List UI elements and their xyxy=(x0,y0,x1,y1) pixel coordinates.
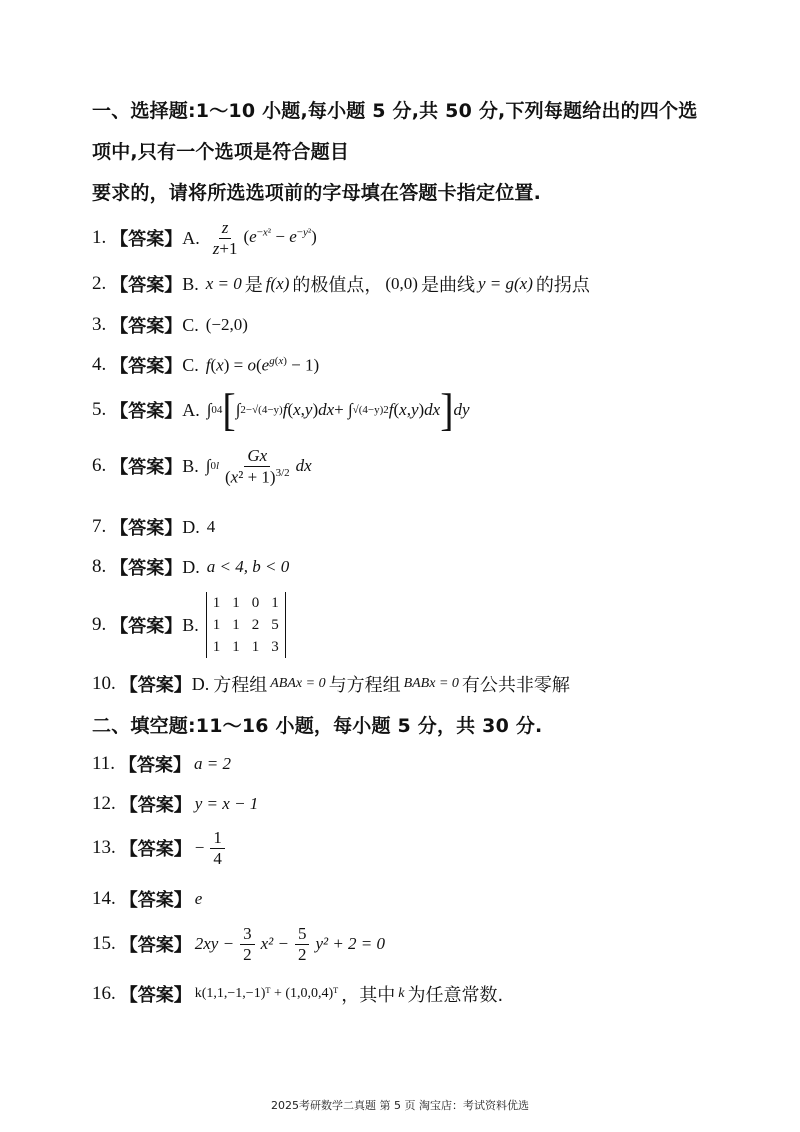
formula-4: $f(x) = o(e^{g(x)} - 1)$ xyxy=(205,354,320,375)
fraction-15b: $\frac{5}{2}$ xyxy=(295,924,310,964)
answer-row-8: 8. 【答案】 D. a < 4, b < 0 xyxy=(92,556,290,579)
formula-5: ∫ 0 4 [ ∫ 2 −√(4−y) f ( x , y ) dx + ∫ √(4−y) 2 f ( x , y ) dx ] dy xyxy=(206,383,470,436)
fraction-13: $\frac{1}{4}$ xyxy=(210,828,225,868)
answer-row-4: 4. 【答案】 C. $f(x) = o(e^{g(x)} - 1)$ xyxy=(92,354,320,377)
answer-row-12: 12. 【答案】 y = x − 1 xyxy=(92,793,259,816)
answer-row-13: 13. 【答案】 − $\frac{1}{4}$ xyxy=(92,828,228,868)
answer-row-5: 5. 【答案】 A. ∫ 0 4 [ ∫ 2 −√(4−y) f ( x , y ) dx + ∫ √(4−y) 2 f ( x , y ) dx ] dy xyxy=(92,383,470,436)
answer-row-14: 14. 【答案】 e xyxy=(92,888,203,911)
answer-row-15: 15. 【答案】 2xy − $\frac{3}{2}$ x² − $\frac{5}{2}$ y² + 2 = 0 xyxy=(92,924,386,964)
answer-row-16: 16. 【答案】 k(1,1,−1,−1)ᵀ + (1,0,0,4)ᵀ ，其中 k 为任意常数. xyxy=(92,983,504,1006)
section1-heading-line2: 项中,只有一个选项是符合题目 xyxy=(92,141,350,163)
answer-row-7: 7. 【答案】 D. 4 xyxy=(92,516,216,539)
section1-heading-line1: 一、选择题:1～10 小题,每小题 5 分,共 50 分,下列每题给出的四个选 xyxy=(92,100,698,122)
answer-row-1: 1. 【答案】 A. $\frac{z}{z+1}$ $(e^{-x^2} - e^{-y^2})$ xyxy=(92,218,317,258)
formula-6: ∫ 0 l $\frac{Gx}{(x^2 + 1)^{3/2}}$ dx xyxy=(205,446,312,487)
formula-1: $\frac{z}{z+1}$ $(e^{-x^2} - e^{-y^2})$ xyxy=(212,218,317,258)
answer-row-9: 9. 【答案】 B. 1 1 0 1 1 1 2 5 1 1 1 3 xyxy=(92,592,286,658)
answer-row-3: 3. 【答案】 C. (−2,0) xyxy=(92,314,248,337)
page-footer: 2025考研数学二真题 第 5 页 淘宝店：考试资料优选 xyxy=(271,1099,529,1112)
fraction-15a: $\frac{3}{2}$ xyxy=(240,924,255,964)
section1-heading-line3: 要求的，请将所选选项前的字母填在答题卡指定位置. xyxy=(92,182,542,204)
answer-row-6: 6. 【答案】 B. ∫ 0 l $\frac{Gx}{(x^2 + 1)^{3/2}}$ dx xyxy=(92,446,312,487)
answer-row-11: 11. 【答案】 a = 2 xyxy=(92,753,232,776)
answer-row-2: 2. 【答案】 B. x = 0 是 f(x) 的极值点， (0,0) 是曲线 y = g(x) 的拐点 xyxy=(92,273,590,296)
section2-heading: 二、填空题:11～16 小题，每小题 5 分，共 30 分. xyxy=(92,715,543,737)
matrix-9: 1 1 0 1 1 1 2 5 1 1 1 3 xyxy=(206,592,286,658)
answer-row-10: 10. 【答案】 D. 方程组 ABAx = 0 与方程组 BABx = 0 有公共非零解 xyxy=(92,673,570,696)
